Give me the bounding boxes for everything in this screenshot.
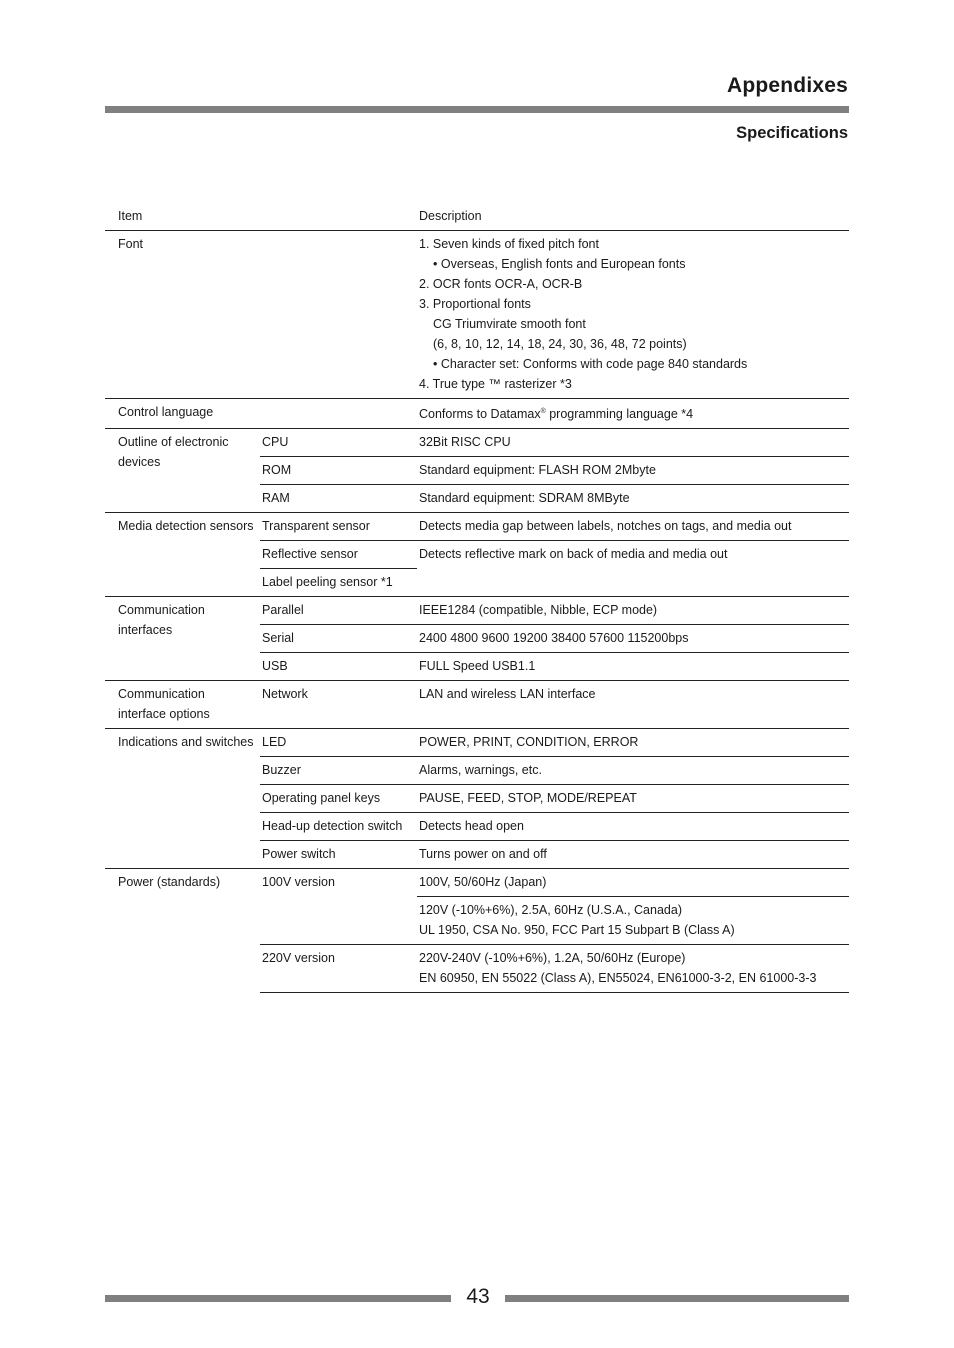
table-row <box>105 681 849 729</box>
header-rule <box>105 106 849 113</box>
font-line: • Character set: Conforms with code page 840 standards <box>433 357 748 371</box>
page-title: Appendixes <box>726 74 848 97</box>
sub-item: ROM <box>260 457 417 485</box>
row-label-power: Power (standards) <box>105 869 260 993</box>
sub-item: Transparent sensor <box>260 513 417 541</box>
table-row <box>105 597 849 625</box>
description: Turns power on and off <box>417 841 849 869</box>
row-label-indications-switches: Indications and switches <box>105 729 260 869</box>
font-line: CG Triumvirate smooth font <box>433 317 586 331</box>
description: LAN and wireless LAN interface <box>417 681 849 729</box>
description: FULL Speed USB1.1 <box>417 653 849 681</box>
footer-rule-right <box>505 1295 849 1302</box>
description <box>417 569 849 597</box>
row-label-font: Font <box>118 237 144 251</box>
description: 100V, 50/60Hz (Japan) <box>417 869 849 897</box>
description: POWER, PRINT, CONDITION, ERROR <box>417 729 849 757</box>
font-line: (6, 8, 10, 12, 14, 18, 24, 30, 36, 48, 72 points) <box>433 337 687 351</box>
description: 32Bit RISC CPU <box>417 429 849 457</box>
font-line: 4. True type ™ rasterizer *3 <box>419 377 572 391</box>
sub-item: 100V version <box>260 869 417 945</box>
sub-item: Power switch <box>260 841 417 869</box>
row-label-electronic-devices: Outline of electronic devices <box>105 429 260 513</box>
sub-item: Reflective sensor <box>260 541 417 569</box>
description: Detects media gap between labels, notches on tags, and media out <box>417 513 849 541</box>
sub-item: Network <box>260 681 417 729</box>
sub-item: Serial <box>260 625 417 653</box>
sub-item: 220V version <box>260 945 417 993</box>
description: Standard equipment: SDRAM 8MByte <box>417 485 849 513</box>
table-row <box>105 869 849 897</box>
row-label-communication-interfaces: Communication interfaces <box>105 597 260 681</box>
sub-item: Parallel <box>260 597 417 625</box>
sub-item: CPU <box>260 429 417 457</box>
specifications-table <box>105 203 849 993</box>
row-label-media-sensors: Media detection sensors <box>105 513 260 597</box>
table-row <box>105 729 849 757</box>
section-title: Specifications <box>736 124 848 142</box>
font-line: 2. OCR fonts OCR-A, OCR-B <box>419 277 583 291</box>
description: IEEE1284 (compatible, Nibble, ECP mode) <box>417 597 849 625</box>
sub-item: LED <box>260 729 417 757</box>
sub-item: Buzzer <box>260 757 417 785</box>
description: Detects reflective mark on back of media and media out <box>417 541 849 569</box>
description: 120V (-10%+6%), 2.5A, 60Hz (U.S.A., Canada) UL 1950, CSA No. 950, FCC Part 15 Subpart B (Class A) <box>417 897 849 945</box>
row-label-control-language: Control language <box>105 399 417 429</box>
description: PAUSE, FEED, STOP, MODE/REPEAT <box>417 785 849 813</box>
footer-rule-left <box>105 1295 451 1302</box>
control-language-description: Conforms to Datamax® programming language *4 <box>417 399 849 429</box>
sub-item: USB <box>260 653 417 681</box>
table-row-control-language <box>105 399 849 429</box>
table-row <box>105 429 849 457</box>
table-row-font <box>105 231 849 399</box>
font-line: 3. Proportional fonts <box>419 297 531 311</box>
sub-item: RAM <box>260 485 417 513</box>
font-line: • Overseas, English fonts and European fonts <box>433 257 686 271</box>
column-header-item: Item <box>105 203 417 231</box>
description: 220V-240V (-10%+6%), 1.2A, 50/60Hz (Europe) EN 60950, EN 55022 (Class A), EN55024, EN61000-3-2, EN 61000-3-3 <box>417 945 849 993</box>
font-line: 1. Seven kinds of fixed pitch font <box>419 237 599 251</box>
page-number: 43 <box>466 1285 490 1308</box>
description: Alarms, warnings, etc. <box>417 757 849 785</box>
sub-item: Label peeling sensor *1 <box>260 569 417 597</box>
table-header-row <box>105 203 849 231</box>
description: Detects head open <box>417 813 849 841</box>
sub-item: Operating panel keys <box>260 785 417 813</box>
row-label-communication-options: Communication interface options <box>105 681 260 729</box>
column-header-description: Description <box>417 203 849 231</box>
description: 2400 4800 9600 19200 38400 57600 115200bps <box>417 625 849 653</box>
table-row <box>105 513 849 541</box>
sub-item: Head-up detection switch <box>260 813 417 841</box>
description: Standard equipment: FLASH ROM 2Mbyte <box>417 457 849 485</box>
font-description <box>417 231 849 399</box>
